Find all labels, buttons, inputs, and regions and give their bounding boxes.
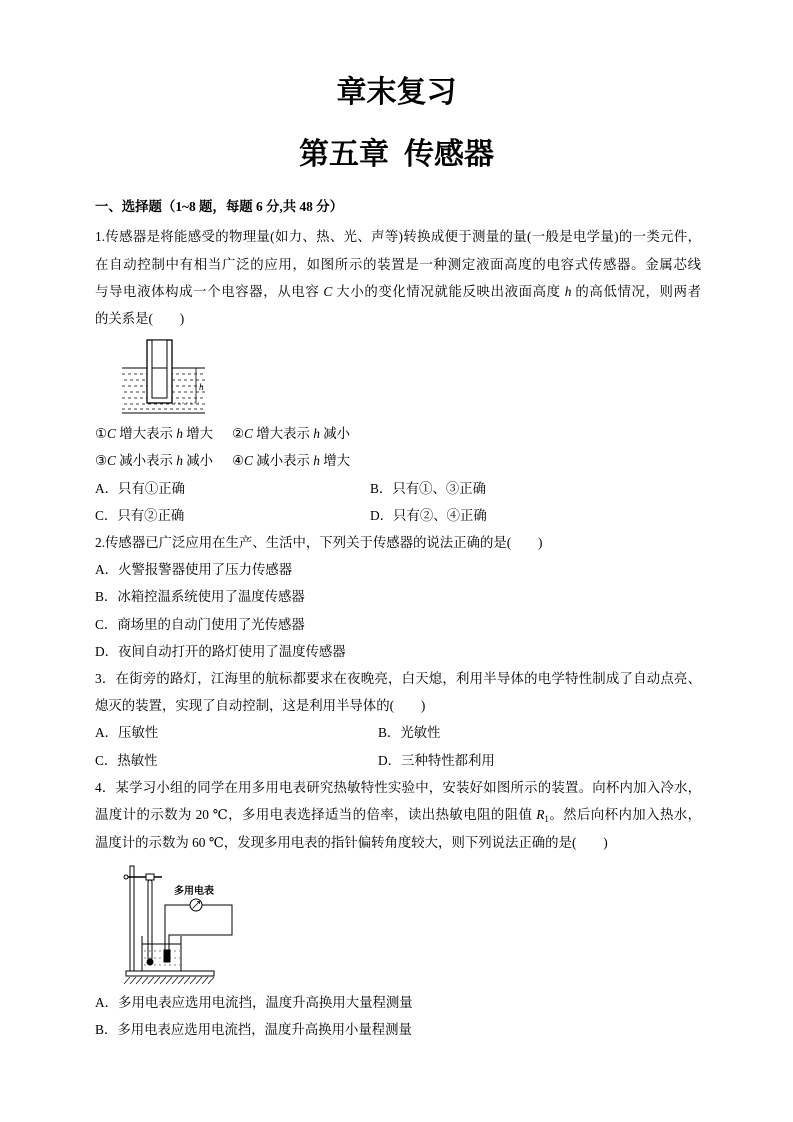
q2-option-d: D．夜间自动打开的路灯使用了温度传感器 [95, 644, 346, 659]
statement-text: 增大表示 [115, 426, 177, 441]
variable-h: h [564, 284, 572, 299]
statement-text: 减小表示 [252, 453, 314, 468]
variable-c: C [244, 426, 253, 441]
q1-statement [232, 450, 350, 472]
statement-text: 增大 [319, 453, 351, 468]
q4-stem-line [95, 804, 701, 826]
clamp-knob [124, 875, 128, 879]
q2-option-c: C．商场里的自动门使用了光传感器 [95, 617, 305, 632]
q1-stem-text: 与导电液体构成一个电容器，从电容 [95, 284, 324, 299]
q1-option-b: B．只有①、③正确 [370, 481, 487, 496]
statement-text: 减小 [319, 426, 351, 441]
page-title: 章末复习 [336, 76, 457, 109]
thermometer [148, 880, 152, 960]
multimeter-label: 多用电表 [174, 886, 214, 897]
variable-c: C [107, 426, 116, 441]
q1-statement [95, 450, 213, 472]
statement-number: ④ [232, 453, 245, 468]
q1-option-a: A．只有①正确 [95, 481, 186, 496]
variable-r-subscript: 1 [544, 814, 549, 824]
variable-c: C [323, 284, 333, 299]
q1-stem-line [95, 281, 701, 303]
q3-stem-line: 3．在街旁的路灯，江海里的航标都要求在夜晚亮，白天熄，利用半导体的电学特性制成了自动点亮、 [95, 671, 701, 686]
q3-option-c: C．热敏性 [95, 753, 158, 768]
q1-option-c: C．只有②正确 [95, 508, 185, 523]
q1-option-d: D．只有②、④正确 [370, 508, 487, 523]
statement-number: ③ [95, 453, 108, 468]
statement-number: ① [95, 426, 108, 441]
statement-text: 增大表示 [252, 426, 314, 441]
metal-core [152, 340, 167, 398]
q1-stem-text: 的高低情况，则两者 [571, 284, 701, 299]
ground-hatching [124, 977, 214, 984]
section-heading: 一、选择题（1~8 题，每题 6 分,共 48 分） [95, 199, 343, 214]
q1-stem-text: 大小的变化情况就能反映出液面高度 [332, 284, 565, 299]
q4-stem-line: 温度计的示数为 60 ℃，发现多用电表的指针偏转角度较大，则下列说法正确的是( ) [95, 835, 608, 850]
variable-h: h [313, 426, 320, 441]
height-label: h [199, 382, 204, 392]
q1-statement [95, 423, 213, 445]
q4-stem-line: 4．某学习小组的同学在用多用电表研究热敏特性实验中，安装好如图所示的装置。向杯内加入冷水， [95, 780, 701, 795]
q2-option-a: A．火警报警器使用了压力传感器 [95, 562, 293, 577]
q3-option-d: D．三种特性都利用 [378, 753, 495, 768]
q3-option-b: B．光敏性 [378, 725, 441, 740]
variable-c: C [107, 453, 116, 468]
q4-stem-text: 。然后向杯内加入热水， [548, 807, 702, 822]
thermometer-bulb [147, 959, 153, 965]
q2-option-b: B．冰箱控温系统使用了温度传感器 [95, 589, 305, 604]
q4-option-b: B．多用电表应选用电流挡，温度升高换用小量程测量 [95, 1022, 412, 1037]
statement-text: 减小 [182, 453, 214, 468]
q3-option-a: A．压敏性 [95, 725, 159, 740]
q3-stem-line: 熄灭的装置，实现了自动控制，这是利用半导体的( ) [95, 698, 426, 713]
q4-stem-text: 温度计的示数为 20 ℃，多用电表选择适当的倍率，读出热敏电阻的阻值 [95, 807, 537, 822]
q1-statement [232, 423, 350, 445]
capacitive-level-sensor-figure [116, 336, 212, 418]
chapter-title: 第五章 传感器 [299, 138, 494, 171]
thermistor-experiment-figure [118, 862, 238, 988]
q1-stem-line: 在自动控制中有相当广泛的应用，如图所示的装置是一种测定液面高度的电容式传感器。金属芯线 [95, 257, 701, 272]
q1-stem-line: 的关系是( ) [95, 311, 185, 326]
statement-number: ② [232, 426, 245, 441]
variable-c: C [244, 453, 253, 468]
stand-rod [130, 866, 134, 971]
variable-r: R [536, 807, 545, 822]
q4-option-a: A．多用电表应选用电流挡，温度升高换用大量程测量 [95, 995, 413, 1010]
q1-stem-line: 1.传感器是将能感受的物理量(如力、热、光、声等)转换成便于测量的量(一般是电学量)的一类元件， [95, 229, 701, 244]
variable-h: h [313, 453, 320, 468]
wire-right [169, 905, 232, 952]
statement-text: 增大 [182, 426, 214, 441]
stand-base [126, 971, 214, 976]
variable-h: h [176, 453, 183, 468]
variable-h: h [176, 426, 183, 441]
clamp-holder [146, 874, 154, 880]
statement-text: 减小表示 [115, 453, 177, 468]
q2-stem-line: 2.传感器已广泛应用在生产、生活中，下列关于传感器的说法正确的是( ) [95, 535, 543, 550]
